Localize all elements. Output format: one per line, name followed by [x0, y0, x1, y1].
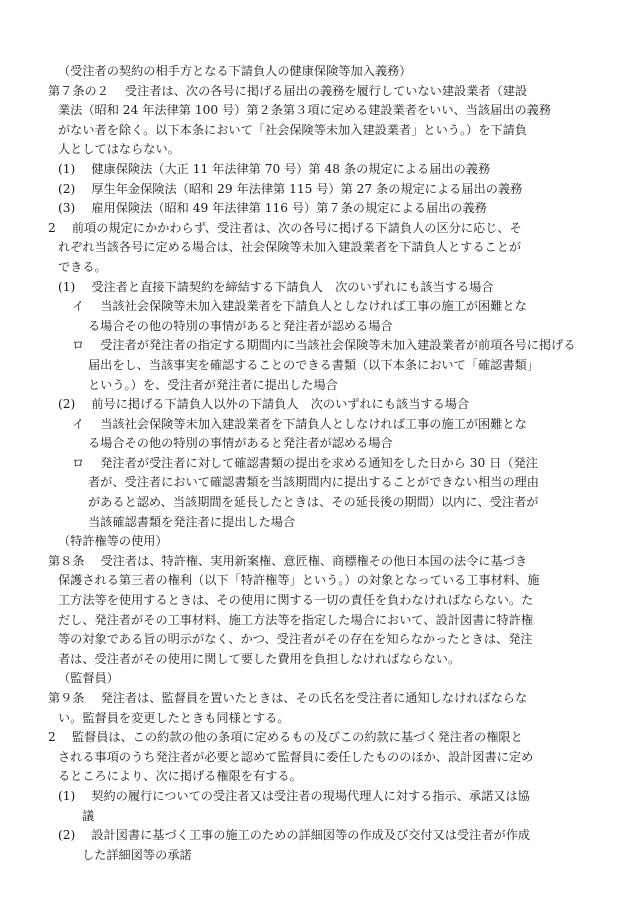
- text-line: ロ 発注者が受注者に対して確認書類の提出を求める通知をした日から 30 日（発注: [72, 455, 538, 470]
- text-line: イ 当該社会保険等未加入建設業者を下請負人としなければ工事の施工が困難とな: [72, 416, 527, 431]
- text-line: 業法（昭和 24 年法律第 100 号）第２条第３項に定める建設業者をいい、当該届出の義務: [58, 103, 552, 118]
- text-line: があると認め、当該期間を延長したときは、その延長後の期間）以内に、受注者が: [88, 495, 539, 510]
- text-line: るところにより、次に掲げる権限を有する。: [58, 769, 302, 784]
- text-line: (1) 受注者と直接下請契約を締結する下請負人 次のいずれにも該当する場合: [58, 279, 494, 294]
- section-heading: （受注者の契約の相手方となる下請負人の健康保険等加入義務）: [58, 64, 412, 78]
- text-line: (1) 健康保険法（大正 11 年法律第 70 号）第 48 条の規定による届出の義務: [58, 161, 491, 176]
- text-line: (2) 前号に掲げる下請負人以外の下請負人 次のいずれにも該当する場合: [58, 397, 470, 412]
- text-line: る場合その他の特別の事情があると発注者が認める場合: [88, 318, 393, 333]
- text-line: 2 前項の規定にかかわらず、受注者は、次の各号に掲げる下請負人の区分に応じ、そ: [48, 220, 522, 235]
- text-line: れぞれ当該各号に定める場合は、社会保険等未加入建設業者を下請負人とすることが: [58, 240, 522, 255]
- text-line: できる。: [58, 259, 107, 274]
- text-line: だし、発注者がその工事材料、施工方法等を指定した場合において、設計図書に特許権: [58, 612, 534, 627]
- text-line: る場合その他の特別の事情があると発注者が認める場合: [88, 436, 393, 451]
- text-line: ロ 受注者が発注者の指定する期間内に当該社会保険等未加入建設業者が前項各号に掲げる: [72, 338, 576, 353]
- text-line: 当該確認書類を発注者に提出した場合: [88, 514, 296, 529]
- text-line: 者が、受注者において確認書類を当該期間内に提出することができない相当の理由: [88, 475, 539, 490]
- text-line: 2 監督員は、この約款の他の条項に定めるもの及びこの約款に基づく発注者の権限と: [48, 730, 523, 745]
- text-line: 人としてはならない。: [58, 142, 180, 157]
- text-line: い。監督員を変更したときも同様とする。: [58, 710, 290, 725]
- text-line: した詳細図等の承諾: [82, 847, 192, 862]
- text-line: (1) 契約の履行についての受注者又は受注者の現場代理人に対する指示、承諾又は協: [58, 788, 530, 803]
- text-line: (2) 設計図書に基づく工事の施工のための詳細図等の作成及び交付又は受注者が作成: [58, 828, 531, 843]
- text-line: (3) 雇用保険法（昭和 49 年法律第 116 号）第７条の規定による届出の義務: [58, 201, 487, 216]
- text-line: 工方法等を使用するときは、その使用に関する一切の責任を負わなければならない。た: [58, 593, 534, 608]
- text-line: 者は、受注者がその使用に関して要した費用を負担しなければならない。: [58, 651, 461, 666]
- text-line: 第９条 発注者は、監督員を置いたときは、その氏名を受注者に通知しなければならな: [48, 691, 528, 705]
- text-line: 第８条 受注者は、特許権、実用新案権、意匠権、商標権その他日本国の法令に基づき: [48, 553, 528, 568]
- section-heading: （監督員）: [58, 671, 119, 686]
- text-line: イ 当該社会保険等未加入建設業者を下請負人としなければ工事の施工が困難とな: [72, 299, 527, 314]
- document-page: [0, 62, 630, 865]
- text-line: 届出をし、当該事実を確認することのできる書類（以下本条において「確認書類」: [88, 357, 539, 372]
- text-line: される事項のうち発注者が必要と認めて監督員に委任したもののほか、設計図書に定め: [58, 749, 534, 764]
- text-line: 第７条の２ 受注者は、次の各号に掲げる届出の義務を履行していない建設業者（建設: [48, 83, 528, 98]
- text-line: 等の対象である旨の明示がなく、かつ、受注者がその存在を知らなかったときは、発注: [58, 632, 533, 647]
- text-line: (2) 厚生年金保険法（昭和 29 年法律第 115 号）第 27 条の規定による届出の義務: [58, 181, 523, 196]
- section-heading: （特許権等の使用）: [58, 534, 168, 549]
- text-line: という。）を、受注者が発注者に提出した場合: [88, 377, 338, 392]
- text-line: 保護される第三者の権利（以下「特許権等」という。）の対象となっている工事材料、施: [58, 573, 540, 588]
- text-line: がない者を除く。以下本条において「社会保険等未加入建設業者」という。）を下請負: [58, 122, 527, 137]
- text-line: 議: [82, 808, 95, 823]
